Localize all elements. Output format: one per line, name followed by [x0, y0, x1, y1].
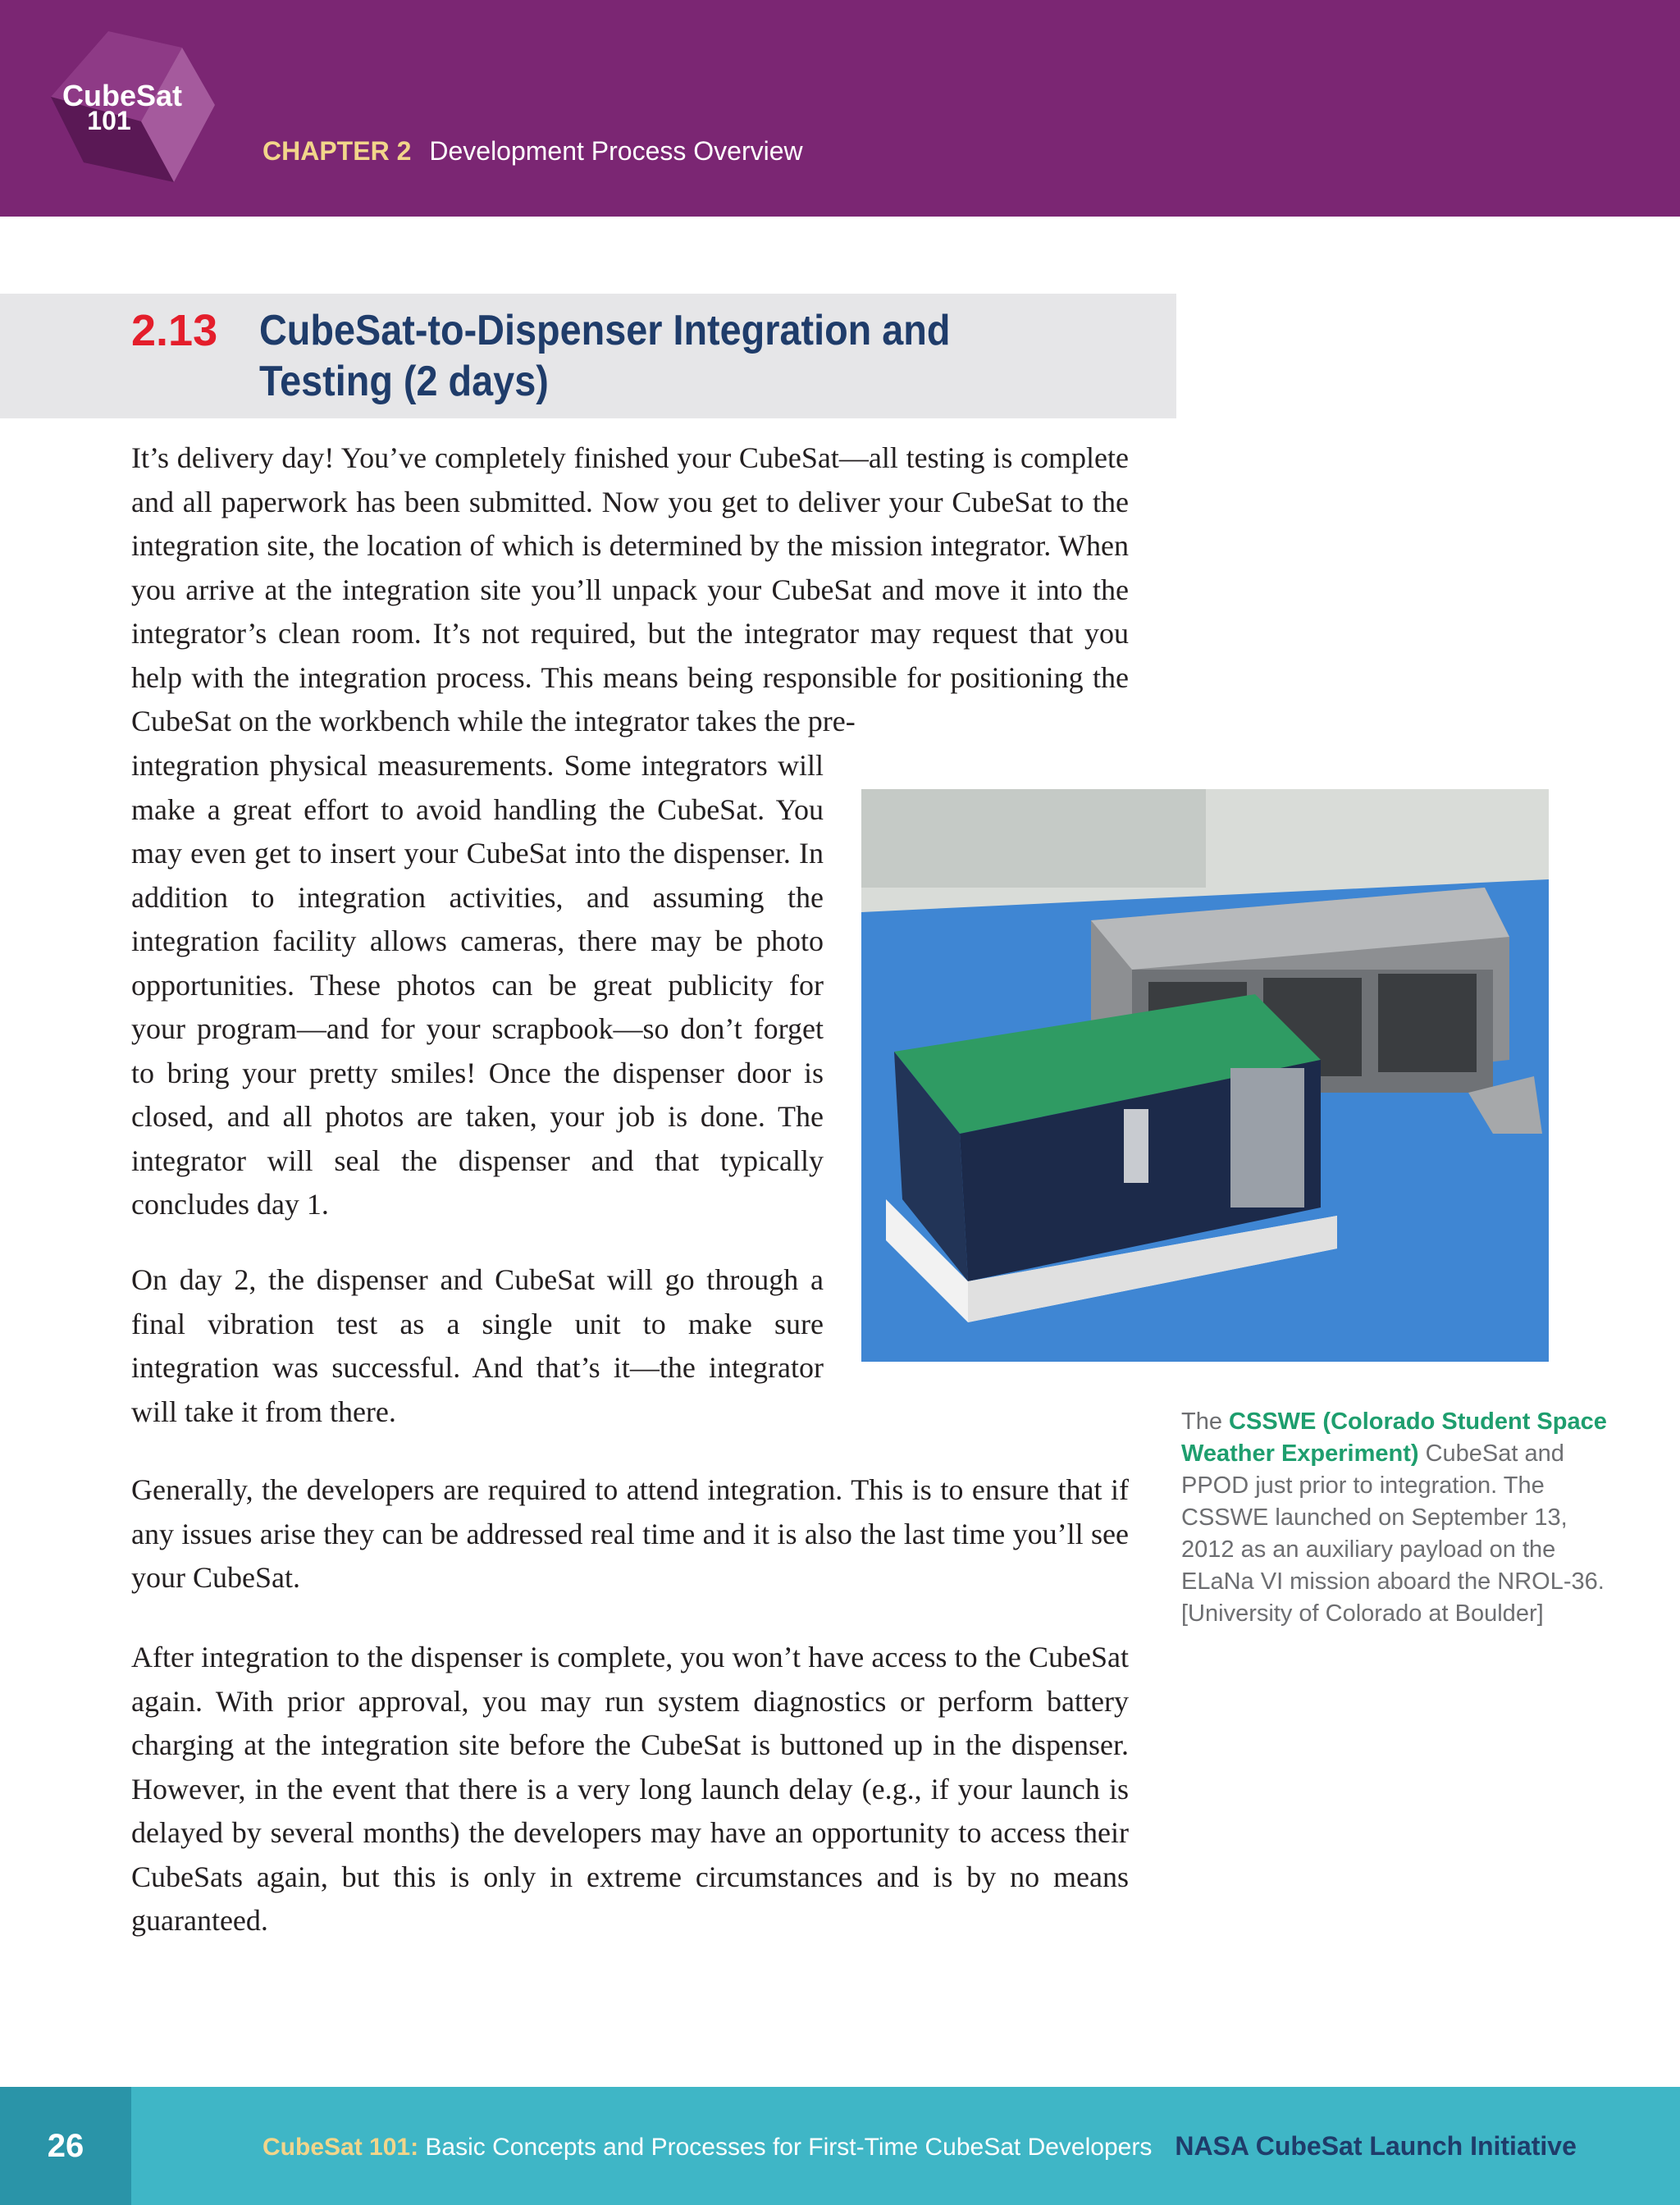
page-number: 26 — [47, 2128, 84, 2164]
logo-line1: CubeSat — [62, 79, 183, 112]
body-paragraph-1: It’s delivery day! You’ve completely finished your CubeSat—all testing is complete and all paperwork has been submitted. Now you get to deliver your CubeSat to the integration site, the location of which is determined by the mission integrator. When you arrive at the integration site you’ll unpack your CubeSat and move it into the integrator’s clean room. It’s not required, but the integrator may request that you help with the integration process. This means being responsible for positioning the CubeSat on the workbench while the integrator takes the pre- — [131, 441, 1129, 737]
csswe-cubesat-photo — [861, 789, 1549, 1362]
caption-highlight: CSSWE (Colorado Student Space Weather Experiment) — [1181, 1408, 1607, 1467]
chapter-label: CHAPTER 2 — [262, 136, 412, 166]
caption-prefix: The — [1181, 1408, 1230, 1435]
body-paragraph-1-continued: integration physical measurements. Some integrators will make a great effort to avoid handling the CubeSat. You may even get to insert your CubeSat into the dispenser. In addition to integration activities, and assuming the integration facility allows cameras, there may be photo opportunities. These photos can be great publicity for your program—and for your scrapbook—so don’t forget to bring your pretty smiles! Once the dispenser door is closed, and all photos are taken, your job is done. The integrator will seal the dispenser and that typically concludes day 1. — [131, 749, 824, 1221]
chapter-heading — [262, 136, 803, 167]
footer-subtitle: Basic Concepts and Processes for First-Time CubeSat Developers — [418, 2134, 1153, 2161]
chapter-header-band — [0, 0, 1680, 217]
footer-title — [262, 2131, 1577, 2162]
body-paragraph-3: Generally, the developers are required to attend integration. This is to ensure that if any issues arise they can be addressed real time and it is also the last time you’ll see your CubeSat. — [131, 1473, 1129, 1594]
photo-caption — [1181, 1406, 1608, 1630]
logo-text — [62, 79, 202, 135]
body-paragraph-4: After integration to the dispenser is complete, you won’t have access to the CubeSat again. With prior approval, you may run system diagnostics or perform battery charging at the integration site before the CubeSat is buttoned up in the dispenser. However, in the event that there is a very long launch delay (e.g., if your launch is delayed by several months) the developers may have an opportunity to access their CubeSats again, but this is only in extreme circumstances and is by no means guaranteed. — [131, 1641, 1129, 1937]
section-number: 2.13 — [131, 306, 218, 355]
section-title: CubeSat-to-Dispenser Integration and Testing (2 days) — [259, 307, 951, 405]
chapter-title: Development Process Overview — [429, 136, 803, 166]
footer-org: NASA CubeSat Launch Initiative — [1175, 2131, 1577, 2161]
logo-line2: 101 — [87, 106, 131, 135]
body-paragraph-2: On day 2, the dispenser and CubeSat will go through a final vibration test as a single unit to make sure integration was successful. And that’s it—the integrator will take it from there. — [131, 1263, 824, 1428]
caption-text: CubeSat and PPOD just prior to integration. The CSSWE launched on September 13, 2012 as an auxiliary payload on the ELaNa VI mission aboard the NROL-36. [University of Colorado at Boulder] — [1181, 1440, 1605, 1627]
footer-brand: CubeSat 101: — [262, 2134, 419, 2161]
